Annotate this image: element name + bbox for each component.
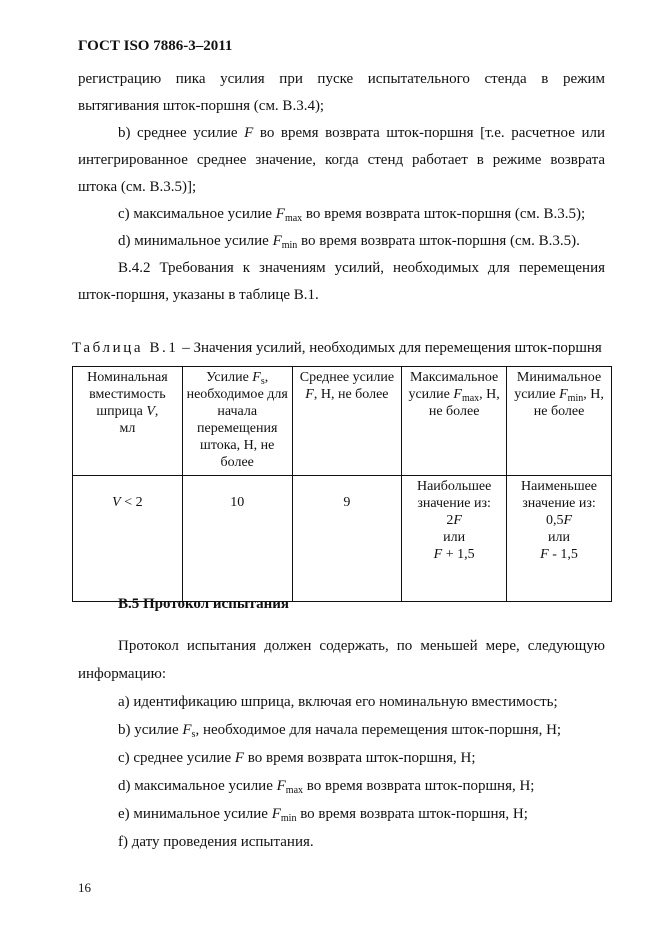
clause-b42-line-1: В.4.2 Требования к значениям усилий, необходимых для перемещения — [118, 260, 605, 276]
section-title: В.5 Протокол испытания — [118, 596, 290, 612]
header-average-force: Среднее усилие F, Н, не более — [292, 367, 402, 476]
protocol-text — [78, 632, 605, 856]
protocol-item-f: f) дату проведения испытания. — [118, 834, 314, 850]
cell-max-force: Наибольшее значение из: 2F или F + 1,5 — [402, 476, 507, 602]
intro-line-1: регистрацию пика усилия при пуске испытательного стенда в режим — [78, 71, 605, 87]
cell-capacity: V < 2 — [73, 476, 183, 602]
protocol-item-b: b) усилие $F_s$, необходимое для начала перемещения шток-поршня, Н; — [118, 722, 562, 740]
protocol-item-c: c) среднее усилие F во время возврата шток-поршня, Н; — [118, 750, 476, 766]
clause-b42-line-2: шток-поршня, указаны в таблице В.1. — [78, 287, 319, 303]
header-initial-force: Усилие $F_s$, необходимое для начала перемещения штока, Н, не более — [182, 367, 292, 476]
intro-text — [78, 66, 605, 309]
table-row — [73, 476, 612, 602]
table-header-row — [73, 367, 612, 476]
protocol-intro-line-1: Протокол испытания должен содержать, по меньшей мере, следующую — [118, 638, 605, 654]
header-max-force: Максимальное усилие $F_{max}$, Н, не более — [402, 367, 507, 476]
page-number: 16 — [78, 880, 91, 895]
cell-initial-force: 10 — [182, 476, 292, 602]
protocol-item-d: d) максимальное усилие $F_{max}$ во время возврата шток-поршня, Н; — [118, 778, 535, 796]
intro-line-2: вытягивания шток-поршня (см. В.3.4); — [78, 98, 325, 114]
item-d: d) минимальное усилие $F_{min}$ во время возврата шток-поршня (см. В.3.5). — [118, 233, 580, 251]
protocol-intro-line-2: информацию: — [78, 666, 167, 682]
protocol-item-e: e) минимальное усилие $F_{min}$ во время возврата шток-поршня, Н; — [118, 806, 528, 824]
item-b-line-2: интегрированное среднее значение, когда стенд работает в режиме возврата — [78, 152, 605, 168]
forces-table — [72, 366, 612, 602]
document-header: ГОСТ ISO 7886-3–2011 — [78, 38, 233, 54]
item-b-line-3: штока (см. В.3.5)]; — [78, 179, 197, 195]
protocol-item-a: а) идентификацию шприца, включая его номинальную вместимость; — [118, 694, 558, 710]
item-c: c) максимальное усилие $F_{max}$ во время возврата шток-поршня (см. В.3.5); — [118, 206, 586, 224]
table-caption: Таблица В.1 – Значения усилий, необходимых для перемещения шток-поршня — [72, 340, 602, 356]
cell-min-force: Наименьшее значение из: 0,5F или F - 1,5 — [507, 476, 612, 602]
item-b-line-1: b) среднее усилие F во время возврата шток-поршня [т.е. расчетное или — [118, 125, 605, 141]
header-capacity: Номинальная вместимость шприца V, мл — [73, 367, 183, 476]
header-min-force: Минимальное усилие $F_{min}$, Н, не более — [507, 367, 612, 476]
cell-average-force: 9 — [292, 476, 402, 602]
